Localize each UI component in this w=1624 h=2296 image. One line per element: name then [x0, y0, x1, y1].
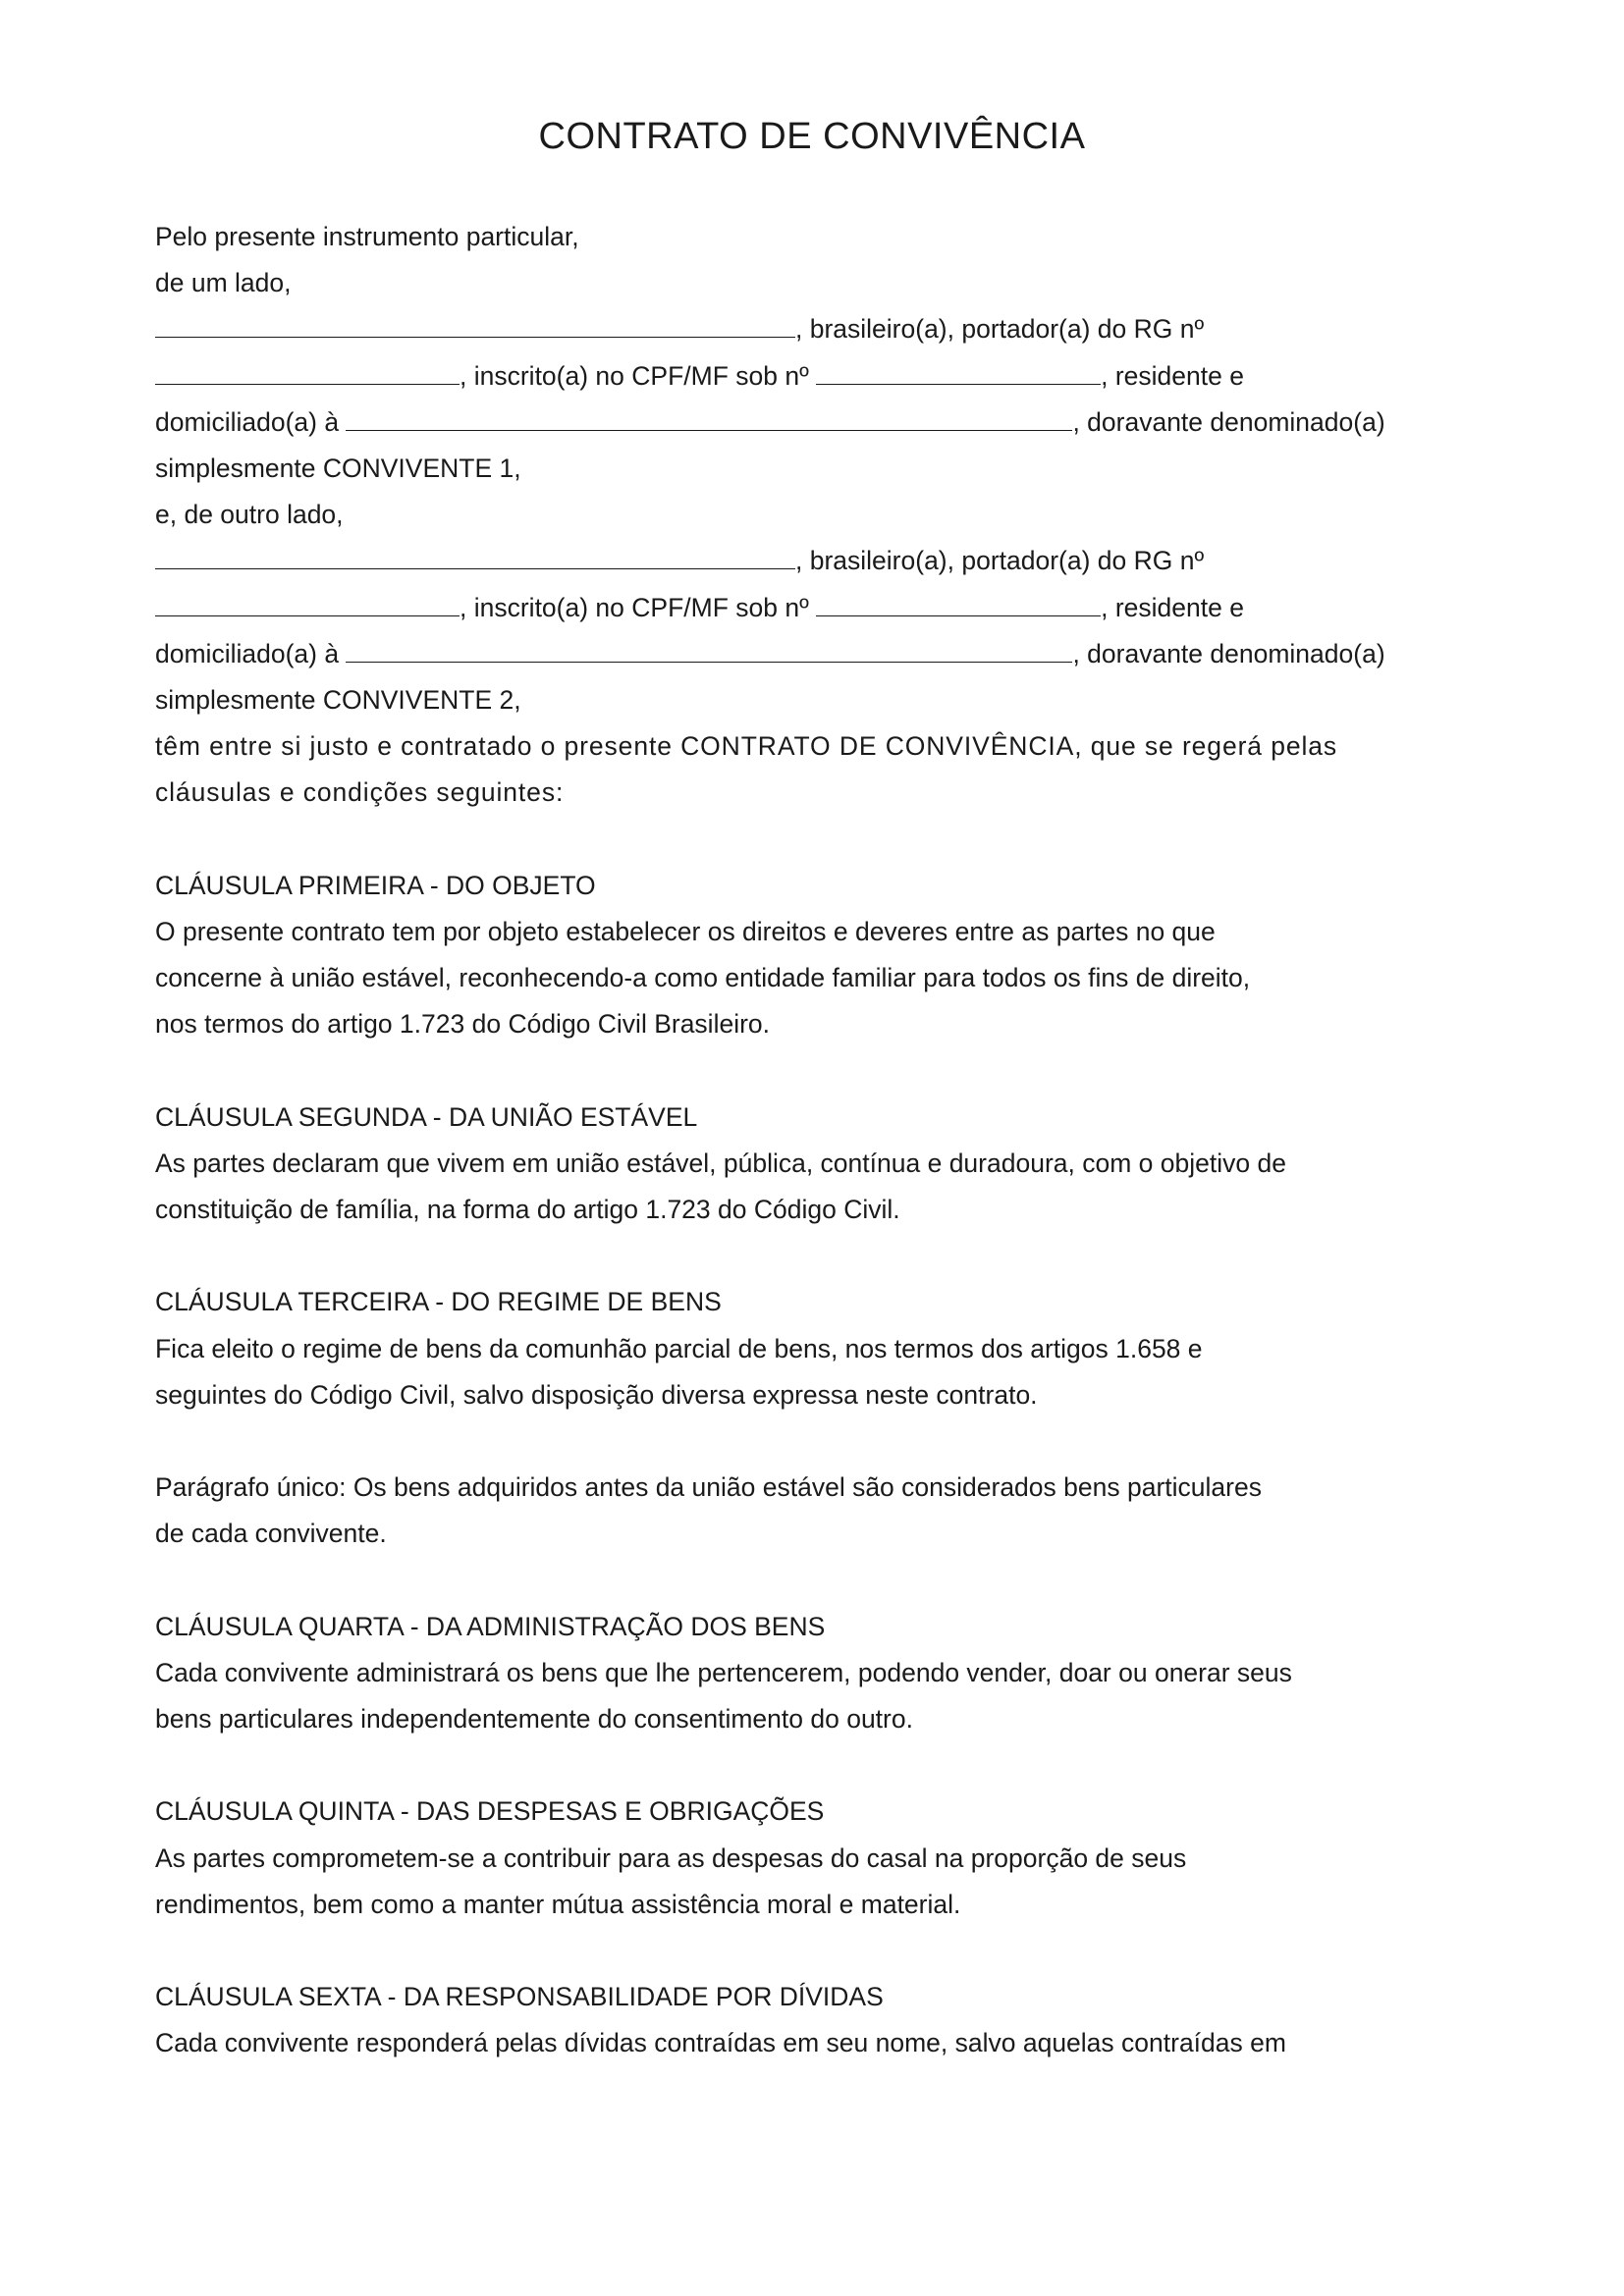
- party1-address-blank[interactable]: [346, 400, 1072, 431]
- designation-text: , doravante denominado(a): [1072, 638, 1385, 668]
- party1-label: simplesmente CONVIVENTE 1,: [155, 453, 521, 483]
- clause-paragraph: de cada convivente.: [155, 1519, 387, 1549]
- clause-text: nos termos do artigo 1.723 do Código Civil Brasileiro.: [155, 1009, 771, 1040]
- clause-text: concerne à união estável, reconhecendo-a como entidade familiar para todos os fins de direito,: [155, 963, 1251, 992]
- domicile-text: domiciliado(a) à: [155, 406, 340, 437]
- clause-heading: CLÁUSULA QUINTA - DAS DESPESAS E OBRIGAÇÕES: [155, 1796, 825, 1827]
- clause-text: seguintes do Código Civil, salvo disposição diversa expressa neste contrato.: [155, 1379, 1038, 1410]
- clause-text: Fica eleito o regime de bens da comunhão parcial de bens, nos termos dos artigos 1.658 e: [155, 1333, 1203, 1363]
- clause-heading: CLÁUSULA QUARTA - DA ADMINISTRAÇÃO DOS BENS: [155, 1611, 826, 1641]
- clause-paragraph: Parágrafo único: Os bens adquiridos antes da união estável são considerados bens particulares: [155, 1472, 1262, 1503]
- clause-heading: CLÁUSULA TERCEIRA - DO REGIME DE BENS: [155, 1287, 722, 1317]
- party1-cpf-blank[interactable]: [816, 353, 1101, 385]
- intro-line: Pelo presente instrumento particular,: [155, 222, 579, 251]
- clause-text: Cada convivente administrará os bens que lhe pertencerem, podendo vender, doar ou onerar seus: [155, 1657, 1292, 1687]
- party2-address-blank[interactable]: [346, 631, 1072, 663]
- party2-cpf-blank[interactable]: [816, 585, 1101, 616]
- clause-text: constituição de família, na forma do artigo 1.723 do Código Civil.: [155, 1194, 900, 1224]
- party1-documents-line: [155, 353, 1471, 400]
- residence-text: , residente e: [1101, 592, 1244, 622]
- clause-heading: CLÁUSULA PRIMEIRA - DO OBJETO: [155, 870, 596, 900]
- clause-text: As partes comprometem-se a contribuir para as despesas do casal na proporção de seus: [155, 1842, 1187, 1873]
- domicile-text: domiciliado(a) à: [155, 638, 340, 668]
- party1-identity-line: [155, 306, 1471, 352]
- party2-label: simplesmente CONVIVENTE 2,: [155, 684, 521, 715]
- cpf-text: , inscrito(a) no CPF/MF sob nº: [460, 360, 809, 391]
- clause-text: Cada convivente responderá pelas dívidas contraídas em seu nome, salvo aquelas contraídas em: [155, 2028, 1286, 2058]
- clause-heading: CLÁUSULA SEXTA - DA RESPONSABILIDADE POR DÍVIDAS: [155, 1982, 884, 2012]
- nationality-text: , brasileiro(a), portador(a) do RG nº: [795, 314, 1205, 345]
- party1-name-blank[interactable]: [155, 306, 795, 338]
- clause-text: As partes declaram que vivem em união estável, pública, contínua e duradoura, com o objetivo de: [155, 1148, 1286, 1178]
- document-title: CONTRATO DE CONVIVÊNCIA: [538, 116, 1086, 157]
- party1-rg-blank[interactable]: [155, 353, 460, 385]
- agreement-line: têm entre si justo e contratado o presente CONTRATO DE CONVIVÊNCIA, que se regerá pelas: [155, 731, 1338, 762]
- clause-text: bens particulares independentemente do consentimento do outro.: [155, 1704, 913, 1734]
- party2-address-line: [155, 631, 1471, 677]
- residence-text: , residente e: [1101, 360, 1244, 391]
- party2-name-blank[interactable]: [155, 538, 795, 569]
- document-body: [155, 214, 1471, 2067]
- intro-line: de um lado,: [155, 268, 292, 298]
- nationality-text: , brasileiro(a), portador(a) do RG nº: [795, 546, 1205, 576]
- party2-identity-line: [155, 538, 1471, 584]
- clause-text: rendimentos, bem como a manter mútua assistência moral e material.: [155, 1889, 961, 1919]
- clause-heading: CLÁUSULA SEGUNDA - DA UNIÃO ESTÁVEL: [155, 1101, 698, 1132]
- clause-text: O presente contrato tem por objeto estabelecer os direitos e deveres entre as partes no que: [155, 916, 1216, 946]
- party2-documents-line: [155, 585, 1471, 631]
- party1-address-line: [155, 400, 1471, 446]
- party2-rg-blank[interactable]: [155, 585, 460, 616]
- designation-text: , doravante denominado(a): [1072, 406, 1385, 437]
- other-side-line: e, de outro lado,: [155, 500, 344, 530]
- agreement-line: cláusulas e condições seguintes:: [155, 777, 565, 808]
- cpf-text: , inscrito(a) no CPF/MF sob nº: [460, 592, 809, 622]
